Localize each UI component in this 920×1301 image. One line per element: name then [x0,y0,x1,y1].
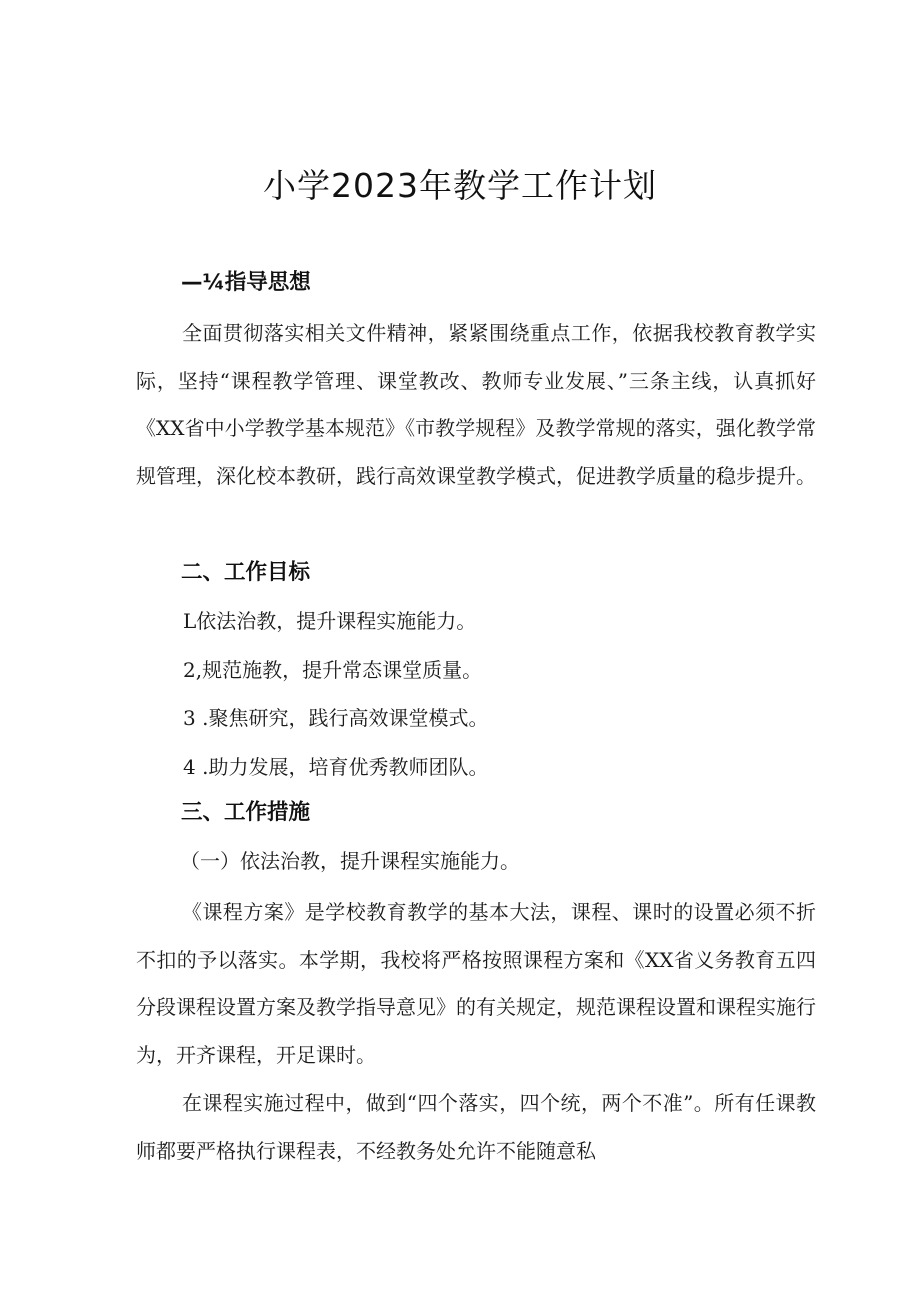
section-heading-guiding-ideology: —¼指导思想 [181,270,311,295]
goal-item-3: 3 .聚焦研究，践行高效课堂模式。 [183,706,489,730]
goal-item-2: 2,规范施教，提升常态课堂质量。 [183,658,483,682]
subsection-heading-1: （一）依法治教，提升课程实施能力。 [180,849,520,873]
paragraph-curriculum-implementation: 在课程实施过程中，做到“四个落实，四个统，两个不准”。所有任课教师都要严格执行课程表，不经教务处允许不能随意私 [136,1091,816,1163]
goal-item-1: L依法治教，提升课程实施能力。 [183,609,477,633]
section-heading-work-measures: 三、工作措施 [181,800,311,825]
paragraph-curriculum-plan: 《课程方案》是学校教育教学的基本大法，课程、课时的设置必须不折不扣的予以落实。本学期，我校将严格按照课程方案和《XX省义务教育五四分段课程设置方案及教学指导意见》的有关规定，规范课程设置和课程实施行为，开齐课程，开足课时。 [136,900,816,1067]
document-title: 小学2023年教学工作计划 [263,166,657,205]
paragraph-guiding-ideology: 全面贯彻落实相关文件精神，紧紧围绕重点工作，依据我校教育教学实际，坚持“课程教学管理、课堂教改、教师专业发展、”三条主线，认真抓好《XX省中小学教学基本规范》《市教学规程》及教学常规的落实，强化教学常规管理，深化校本教研，践行高效课堂教学模式，促进教学质量的稳步提升。 [136,321,816,488]
section-heading-work-goals: 二、工作目标 [181,560,311,585]
goal-item-4: 4 .助力发展，培育优秀教师团队。 [183,755,489,779]
